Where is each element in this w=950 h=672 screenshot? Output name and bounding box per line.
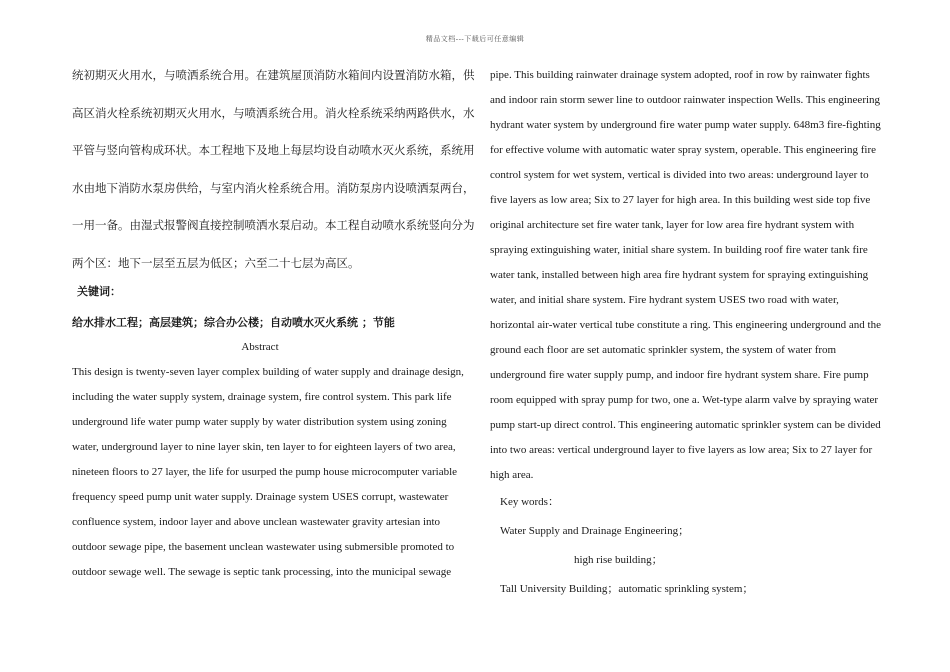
english-text-line: including the water supply system, drainage system, fire control system. This park life xyxy=(72,390,452,403)
english-text-line: control system for wet system, vertical is divided into two areas: underground layer to xyxy=(490,169,869,181)
keyword-line: high rise building； xyxy=(574,554,663,566)
chinese-text-line: 高区消火栓系统初期灭火用水，与喷洒系统合用。消火栓系统采纳两路供水，水 xyxy=(72,105,475,120)
english-text-line: room equipped with spray pump for two, one a. Wet-type alarm valve by spraying water xyxy=(490,394,879,406)
english-text-line: horizontal air-water vertical tube constitute a ring. This engineering underground and the xyxy=(490,319,881,331)
english-text-line: high area. xyxy=(490,469,534,481)
english-text-line: original architecture set fire water tank, layer for low area fire hydrant system with xyxy=(490,219,855,231)
english-text-line: pipe. This building rainwater drainage system adopted, roof in row by rainwater fights xyxy=(490,69,870,81)
english-text-line: outdoor sewage well. The sewage is septic tank processing, into the municipal sewage xyxy=(72,565,452,578)
english-text-line: into two areas: vertical underground layer to five layers as low area; Six to 27 layer for xyxy=(490,444,873,456)
english-text-line: This design is twenty-seven layer complex building of water supply and drainage design, xyxy=(72,365,464,378)
english-text-line: confluence system, indoor layer and above unclean wastewater gravity artesian into xyxy=(72,515,441,528)
chinese-text-line: 一用一备。由湿式报警阀直接控制喷洒水泵启动。本工程自动喷水系统竖向分为 xyxy=(72,218,475,232)
english-text-line: water, underground layer to nine layer skin, ten layer to for eighteen layers of two area, xyxy=(72,440,456,453)
english-text-line: spraying extinguishing water, initial share system. In building roof fire water tank fire xyxy=(490,244,868,256)
english-text-line: ground each floor are set automatic sprinkler system, the system of water from xyxy=(490,344,837,356)
abstract-heading: Abstract xyxy=(241,340,279,353)
chinese-text-line: 平管与竖向管构成环状。本工程地下及地上每层均设自动喷水灭火系统，系统用 xyxy=(72,143,475,157)
english-text-line: underground fire water supply pump, and indoor fire hydrant system share. Fire pump xyxy=(490,369,869,381)
keywords-cn: 给水排水工程；高层建筑；综合办公楼；自动喷水灭火系统 ；节能 xyxy=(72,315,395,329)
keywords-heading-cn: 关键词： xyxy=(77,284,121,298)
english-text-line: frequency speed pump unit water supply. Drainage system USES corrupt, wastewater xyxy=(72,490,449,503)
english-text-line: hydrant water system by underground fire water pump water supply. 648m3 fire-fighting xyxy=(490,119,881,131)
english-text-line: water tank, installed between high area fire hydrant system for spraying extinguishing xyxy=(490,269,869,281)
keywords-heading-en: Key words： xyxy=(500,496,559,508)
keyword-line: Water Supply and Drainage Engineering； xyxy=(500,525,690,537)
right-column xyxy=(490,66,890,609)
english-text-line: and indoor rain storm sewer line to outdoor rainwater inspection Wells. This engineering xyxy=(490,94,881,106)
left-column xyxy=(72,66,475,588)
chinese-text-line: 水由地下消防水泵房供给，与室内消火栓系统合用。消防泵房内设喷洒泵两台， xyxy=(72,180,475,195)
chinese-text-line: 两个区：地下一层至五层为低区；六至二十七层为高区。 xyxy=(72,255,360,270)
english-text-line: water, and initial share system. Fire hydrant system USES two road with water, xyxy=(490,294,839,306)
english-text-line: pump start-up direct control. This engineering automatic sprinkler system can be divided xyxy=(490,419,881,431)
page-header: 精品文档---下载后可任意编辑 xyxy=(425,35,525,43)
english-text-line: nineteen floors to 27 layer, the life for usurped the pump house microcomputer variable xyxy=(72,465,458,478)
chinese-text-line: 统初期灭火用水，与喷洒系统合用。在建筑屋顶消防水箱间内设置消防水箱，供 xyxy=(72,68,475,82)
english-text-line: outdoor sewage pipe, the basement unclean wastewater using submersible promoted to xyxy=(72,540,455,553)
english-text-line: underground life water pump water supply by water distribution system using zoning xyxy=(72,415,447,428)
keyword-line: Tall University Building；automatic sprinkling system； xyxy=(500,583,754,595)
english-text-line: for effective volume with automatic water spray system, operable. This engineering fire xyxy=(490,144,876,156)
english-text-line: five layers as low area; Six to 27 layer for high area. In this building west side top five xyxy=(490,194,871,206)
